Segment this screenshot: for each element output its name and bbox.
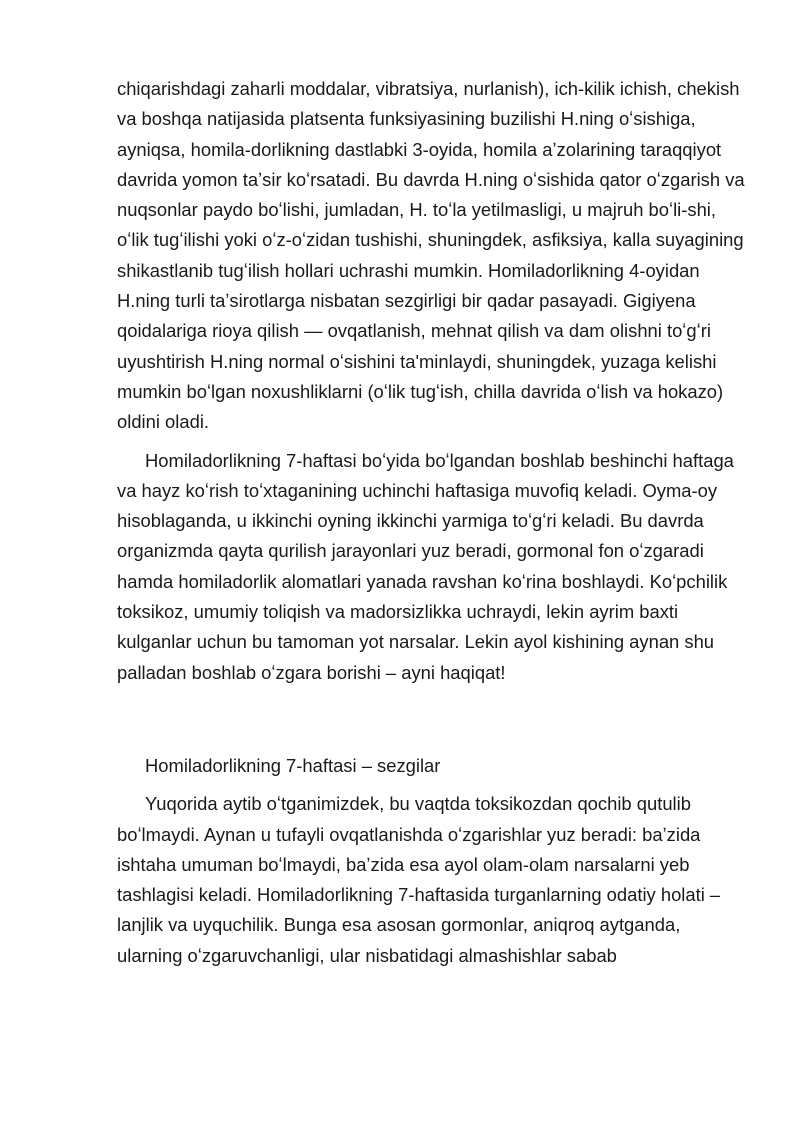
section-heading: Homiladorlikning 7-haftasi – sezgilar	[145, 754, 441, 776]
paragraph-continued: chiqarishdagi zaharli moddalar, vibratsiya, nurlanish), ich-kilik ichish, chekish va boshqa natijasida platsenta funksiyasining buzilishi H.ning oʻsishiga, ayniqsa, homila-dorlikning dastlabki 3-oyida, homila aʼzolarining taraqqiyot davrida yomon taʼsir koʻrsatadi. Bu davrda H.ning oʻsishida qator oʻzgarish va nuqsonlar paydo boʻlishi, jumladan, H. toʻla yetilmasligi, u majruh boʻli-shi, oʻlik tugʻilishi yoki oʻz-oʻzidan tushishi, shuningdek, asfiksiya, kalla suyagining shikastlanib tugʻilish hollari uchrashi mumkin. Homiladorlikning 4-oyidan H.ning turli taʼsirotlarga nisbatan sezgirligi bir qadar pasayadi. Gigiyena qoidalariga rioya qilish — ovqatlanish, mehnat qilish va dam olishni toʻgʻri uyushtirish H.ning normal oʻsishini ta'minlaydi, shuningdek, yuzaga kelishi mumkin boʻlgan noxushliklarni (oʻlik tugʻish, chilla davrida oʻlish va hokazo) oldini oladi.	[117, 78, 745, 433]
document-body	[117, 74, 747, 971]
paragraph-7th-week-intro: Homiladorlikning 7-haftasi boʻyida boʻlgandan boshlab beshinchi haftaga va hayz koʻrish toʻxtaganining uchinchi haftasiga muvofiq keladi. Oyma-oy hisoblaganda, u ikkinchi oyning ikkinchi yarmiga toʻgʻri keladi. Bu davrda organizmda qayta qurilish jarayonlari yuz beradi, gormonal fon oʻzgaradi hamda homiladorlik alomatlari yanada ravshan koʻrina boshlaydi. Koʻpchilik toksikoz, umumiy toliqish va madorsizlikka uchraydi, lekin ayrim baxti kulganlar uchun bu tamoman yot narsalar. Lekin ayol kishining aynan shu palladan boshlab oʻzgara borishi – ayni haqiqat!	[117, 449, 734, 683]
paragraph-sensations: Yuqorida aytib oʻtganimizdek, bu vaqtda toksikozdan qochib qutulib boʻlmaydi. Aynan u tufayli ovqatlanishda oʻzgarishlar yuz beradi: baʼzida ishtaha umuman boʻlmaydi, baʼzida esa ayol olam-olam narsalarni yeb tashlagisi keladi. Homiladorlikning 7-haftasida turganlarning odatiy holati – lanjlik va uyquchilik. Bunga esa asosan gormonlar, aniqroq aytganda, ularning oʻzgaruvchanligi, ular nisbatidagi almashishlar sabab	[117, 793, 721, 966]
